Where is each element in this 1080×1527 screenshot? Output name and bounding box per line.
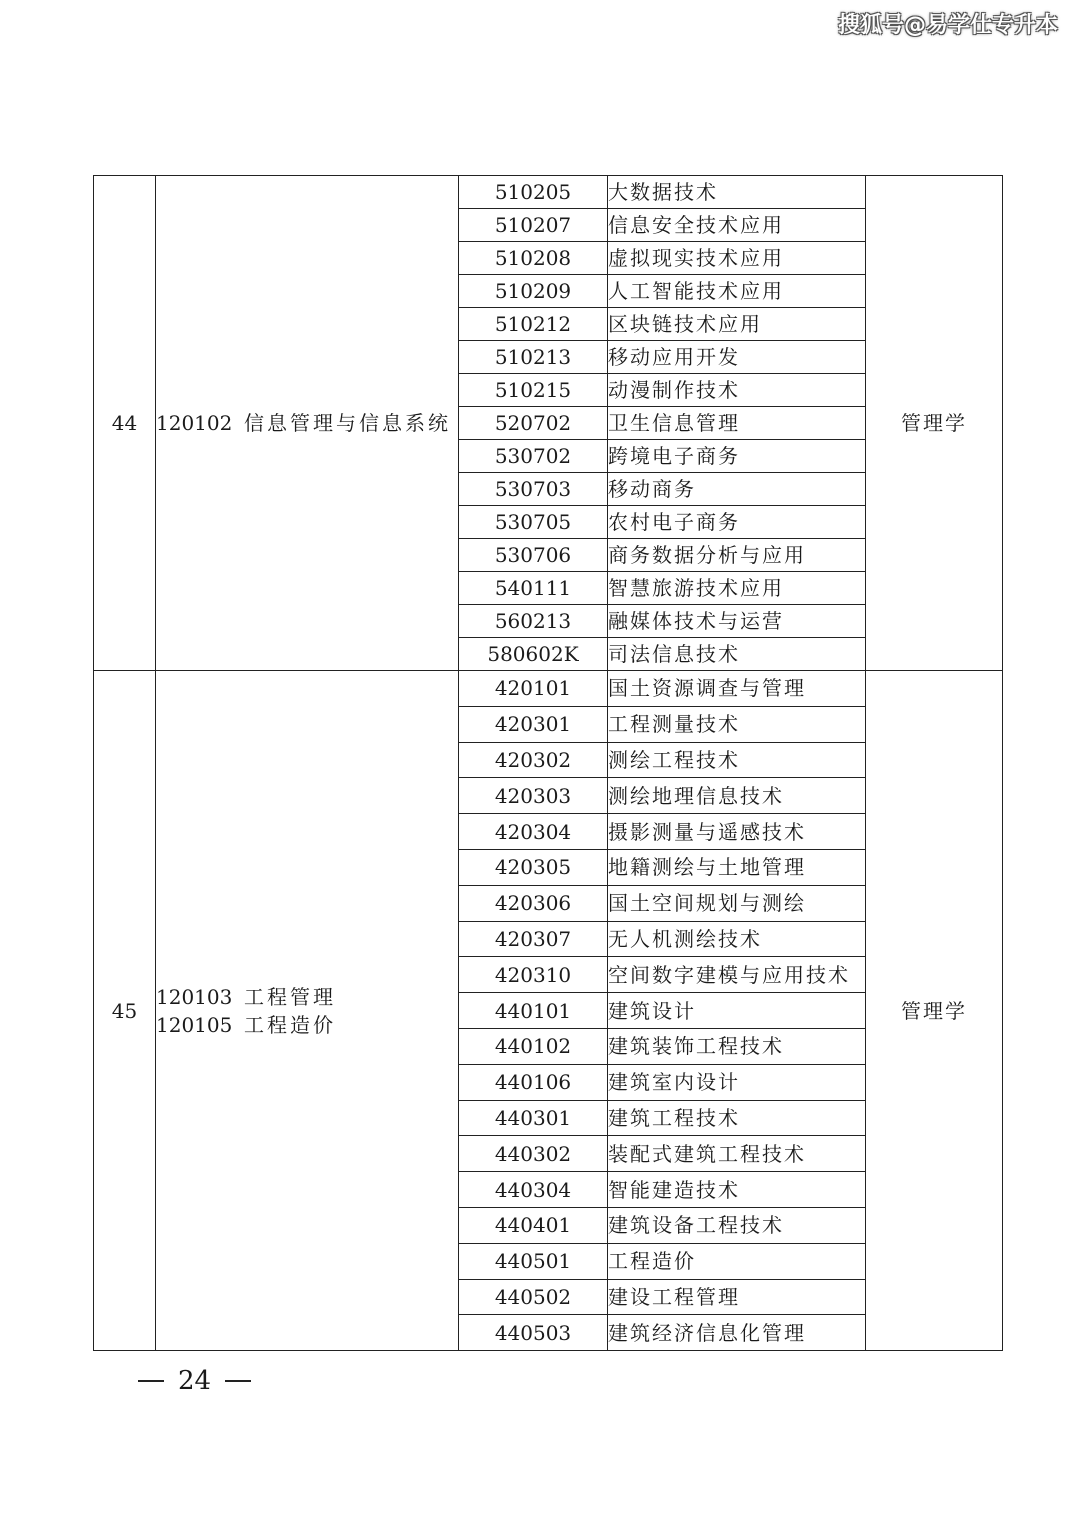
undergrad-major-name: 工程管理 [244, 984, 336, 1009]
undergrad-majors [156, 671, 459, 1351]
vocational-major-code: 420305 [459, 849, 608, 885]
watermark: 搜狐号@易学仕专升本 [837, 13, 1058, 38]
vocational-major-name: 建筑设备工程技术 [608, 1207, 866, 1243]
vocational-major-name: 建筑设计 [608, 993, 866, 1029]
vocational-major-code: 440106 [459, 1064, 608, 1100]
vocational-major-name: 无人机测绘技术 [608, 921, 866, 957]
table-row [94, 176, 1003, 209]
vocational-major-code: 530706 [459, 539, 608, 572]
vocational-major-code: 530703 [459, 473, 608, 506]
vocational-major-code: 510208 [459, 242, 608, 275]
vocational-major-code: 420306 [459, 885, 608, 921]
vocational-major-name: 移动应用开发 [608, 341, 866, 374]
vocational-major-name: 工程造价 [608, 1243, 866, 1279]
undergrad-majors [156, 176, 459, 671]
vocational-major-code: 440301 [459, 1100, 608, 1136]
undergrad-major-name: 信息管理与信息系统 [244, 411, 451, 435]
vocational-major-code: 560213 [459, 605, 608, 638]
vocational-major-name: 智慧旅游技术应用 [608, 572, 866, 605]
vocational-major-code: 440501 [459, 1243, 608, 1279]
page-footer [138, 1366, 251, 1396]
vocational-major-code: 440503 [459, 1315, 608, 1351]
vocational-major-name: 人工智能技术应用 [608, 275, 866, 308]
vocational-major-name: 智能建造技术 [608, 1172, 866, 1208]
vocational-major-name: 区块链技术应用 [608, 308, 866, 341]
vocational-major-name: 农村电子商务 [608, 506, 866, 539]
vocational-major-code: 580602K [459, 638, 608, 671]
undergrad-major-entry [156, 1011, 458, 1039]
vocational-major-name: 测绘地理信息技术 [608, 778, 866, 814]
vocational-major-code: 510205 [459, 176, 608, 209]
footer-dash-left [138, 1380, 164, 1382]
vocational-major-name: 虚拟现实技术应用 [608, 242, 866, 275]
vocational-major-name: 空间数字建模与应用技术 [608, 957, 866, 993]
discipline-category: 管理学 [866, 671, 1003, 1351]
vocational-major-name: 跨境电子商务 [608, 440, 866, 473]
vocational-major-name: 国土资源调查与管理 [608, 671, 866, 707]
vocational-major-code: 440302 [459, 1136, 608, 1172]
undergrad-major-code: 120105 [156, 1012, 233, 1037]
vocational-major-code: 530702 [459, 440, 608, 473]
vocational-major-name: 建筑装饰工程技术 [608, 1028, 866, 1064]
vocational-major-name: 信息安全技术应用 [608, 209, 866, 242]
undergrad-major-code: 120102 [156, 411, 233, 435]
vocational-major-name: 工程测量技术 [608, 706, 866, 742]
vocational-major-name: 移动商务 [608, 473, 866, 506]
vocational-major-code: 420301 [459, 706, 608, 742]
page-number: 24 [178, 1366, 212, 1396]
vocational-major-code: 420307 [459, 921, 608, 957]
vocational-major-code: 530705 [459, 506, 608, 539]
vocational-major-name: 装配式建筑工程技术 [608, 1136, 866, 1172]
vocational-major-code: 420303 [459, 778, 608, 814]
vocational-major-code: 510215 [459, 374, 608, 407]
vocational-major-name: 建设工程管理 [608, 1279, 866, 1315]
vocational-major-name: 地籍测绘与土地管理 [608, 849, 866, 885]
major-mapping-table [93, 175, 1003, 1351]
discipline-category: 管理学 [866, 176, 1003, 671]
vocational-major-name: 商务数据分析与应用 [608, 539, 866, 572]
vocational-major-name: 建筑室内设计 [608, 1064, 866, 1100]
vocational-major-code: 510212 [459, 308, 608, 341]
vocational-major-code: 420304 [459, 814, 608, 850]
vocational-major-name: 摄影测量与遥感技术 [608, 814, 866, 850]
vocational-major-code: 440304 [459, 1172, 608, 1208]
undergrad-major-entry [156, 983, 458, 1011]
vocational-major-code: 510213 [459, 341, 608, 374]
undergrad-major-entry [156, 409, 458, 437]
vocational-major-code: 420310 [459, 957, 608, 993]
vocational-major-name: 测绘工程技术 [608, 742, 866, 778]
vocational-major-code: 510209 [459, 275, 608, 308]
vocational-major-name: 建筑经济信息化管理 [608, 1315, 866, 1351]
vocational-major-code: 510207 [459, 209, 608, 242]
vocational-major-code: 440102 [459, 1028, 608, 1064]
undergrad-major-name: 工程造价 [244, 1012, 336, 1037]
undergrad-major-code: 120103 [156, 984, 233, 1009]
vocational-major-code: 420101 [459, 671, 608, 707]
vocational-major-code: 520702 [459, 407, 608, 440]
vocational-major-code: 440502 [459, 1279, 608, 1315]
vocational-major-name: 融媒体技术与运营 [608, 605, 866, 638]
vocational-major-name: 司法信息技术 [608, 638, 866, 671]
vocational-major-code: 540111 [459, 572, 608, 605]
vocational-major-name: 建筑工程技术 [608, 1100, 866, 1136]
vocational-major-name: 卫生信息管理 [608, 407, 866, 440]
vocational-major-code: 420302 [459, 742, 608, 778]
vocational-major-name: 大数据技术 [608, 176, 866, 209]
vocational-major-name: 国土空间规划与测绘 [608, 885, 866, 921]
vocational-major-code: 440101 [459, 993, 608, 1029]
sequence-number: 45 [94, 671, 156, 1351]
sequence-number: 44 [94, 176, 156, 671]
table-row [94, 671, 1003, 707]
vocational-major-name: 动漫制作技术 [608, 374, 866, 407]
footer-dash-right [225, 1380, 251, 1382]
vocational-major-code: 440401 [459, 1207, 608, 1243]
